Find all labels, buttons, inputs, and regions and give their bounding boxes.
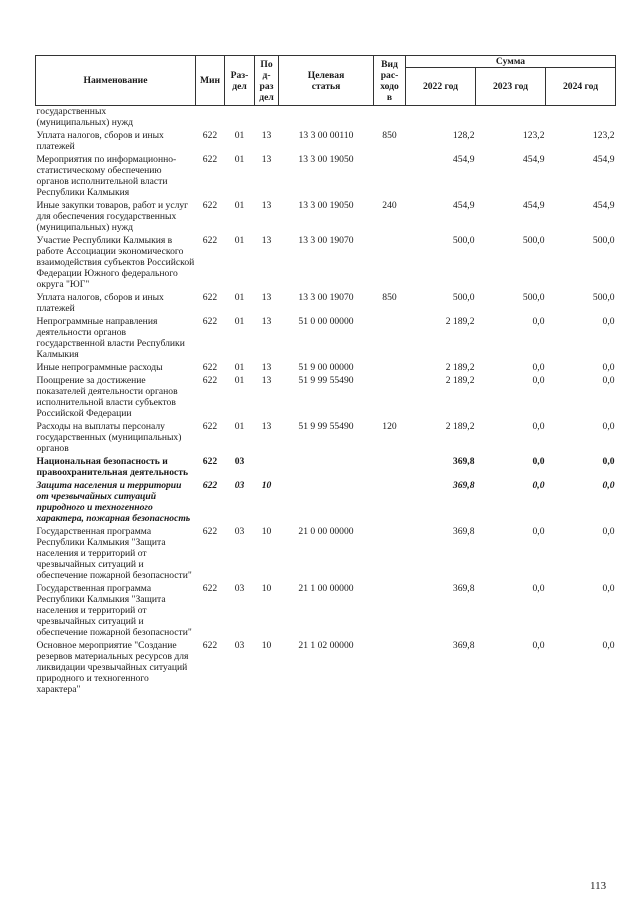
row-value-2023: 0,0	[532, 316, 545, 327]
row-min: 622	[202, 421, 218, 432]
table-row	[36, 478, 616, 524]
table-row	[36, 360, 616, 373]
table-row	[36, 524, 616, 581]
row-min: 622	[202, 200, 218, 211]
row-razdel: 01	[234, 292, 245, 303]
row-value-2023: 454,9	[522, 154, 545, 165]
row-name: Мероприятия по информационно-статистическому обеспечению органов исполнительной власти Республики Калмыкия	[36, 154, 177, 198]
row-target: 51 9 00 00000	[298, 362, 354, 373]
row-value-2022: 369,8	[452, 526, 475, 537]
header-2024: 2024 год	[546, 68, 616, 106]
table-row	[36, 128, 616, 152]
row-target: 13 3 00 19050	[298, 154, 354, 165]
row-value-2024: 0,0	[602, 316, 615, 327]
row-razdel: 01	[234, 316, 245, 327]
row-value-2023: 500,0	[522, 235, 545, 246]
row-value-2022: 500,0	[452, 292, 475, 303]
row-podrazdel: 13	[261, 316, 272, 327]
row-razdel: 01	[234, 421, 245, 432]
row-min: 622	[202, 154, 218, 165]
row-target: 51 9 99 55490	[298, 375, 354, 386]
row-value-2023: 454,9	[522, 200, 545, 211]
row-target: 13 3 00 19070	[298, 235, 354, 246]
row-podrazdel: 13	[261, 421, 272, 432]
row-vid: 120	[382, 421, 397, 432]
row-razdel: 01	[234, 235, 245, 246]
row-podrazdel	[255, 454, 279, 478]
row-value-2022: 454,9	[452, 200, 475, 211]
row-value-2022: 128,2	[452, 130, 475, 141]
table-row	[36, 581, 616, 638]
row-value-2023: 123,2	[522, 130, 545, 141]
row-value-2023	[476, 106, 546, 129]
row-razdel: 01	[234, 362, 245, 373]
header-summa: Сумма	[406, 56, 616, 68]
row-name: Защита населения и территории от чрезвычайных ситуаций природного и техногенного характера, пожарная безопасность	[36, 480, 191, 524]
row-value-2022: 2 189,2	[445, 362, 475, 373]
row-vid: 240	[382, 200, 397, 211]
row-value-2023: 0,0	[532, 421, 545, 432]
row-min: 622	[202, 316, 218, 327]
row-value-2022: 454,9	[452, 154, 475, 165]
row-value-2022: 2 189,2	[445, 421, 475, 432]
row-vid	[374, 106, 406, 129]
row-podrazdel: 10	[261, 583, 272, 594]
row-value-2023: 0,0	[532, 583, 545, 594]
row-value-2023: 0,0	[532, 640, 545, 651]
row-razdel: 01	[234, 154, 245, 165]
row-value-2022: 2 189,2	[445, 375, 475, 386]
row-min: 622	[202, 640, 218, 651]
row-name: Уплата налогов, сборов и иных платежей	[36, 130, 164, 152]
row-target: 21 1 02 00000	[298, 640, 354, 651]
row-name: Государственная программа Республики Калмыкия "Защита населения и территорий от чрезвычайных ситуаций и обеспечение пожарной безопасности"	[36, 583, 192, 638]
row-value-2023: 0,0	[532, 456, 545, 467]
row-vid	[374, 581, 406, 638]
table-row	[36, 454, 616, 478]
row-target: 13 3 00 19070	[298, 292, 354, 303]
row-value-2023: 0,0	[532, 375, 545, 386]
row-value-2022: 2 189,2	[445, 316, 475, 327]
row-razdel: 01	[234, 130, 245, 141]
budget-table	[35, 55, 616, 695]
row-target: 13 3 00 19050	[298, 200, 354, 211]
row-vid	[374, 524, 406, 581]
row-min: 622	[202, 362, 218, 373]
row-value-2024: 0,0	[602, 583, 615, 594]
row-value-2024: 0,0	[602, 640, 615, 651]
row-value-2022: 369,8	[452, 583, 475, 594]
row-value-2022: 369,8	[452, 480, 475, 491]
row-min: 622	[202, 526, 218, 537]
row-min	[196, 106, 225, 129]
row-vid	[374, 233, 406, 290]
row-name: Иные закупки товаров, работ и услуг для обеспечения государственных (муниципальных) нужд	[36, 200, 189, 233]
row-target: 21 0 00 00000	[298, 526, 354, 537]
row-value-2024: 500,0	[592, 235, 615, 246]
row-value-2024: 0,0	[602, 362, 615, 373]
row-value-2023: 0,0	[532, 362, 545, 373]
row-vid	[374, 314, 406, 360]
page-number: 113	[590, 880, 607, 892]
row-min: 622	[202, 456, 218, 467]
row-name: Государственная программа Республики Калмыкия "Защита населения и территорий от чрезвычайных ситуаций и обеспечение пожарной безопасности"	[36, 526, 192, 581]
table-row	[36, 152, 616, 198]
header-razdel: Раз- дел	[225, 56, 255, 106]
row-podrazdel: 10	[261, 526, 272, 537]
row-podrazdel: 13	[261, 200, 272, 211]
row-razdel: 03	[234, 456, 245, 467]
row-vid	[374, 360, 406, 373]
row-value-2024: 0,0	[602, 526, 615, 537]
table-row	[36, 419, 616, 454]
row-name: Непрограммные направления деятельности органов государственной власти Республики Калмыкия	[36, 316, 185, 360]
row-value-2024: 0,0	[602, 375, 615, 386]
row-vid	[374, 152, 406, 198]
table-body	[36, 106, 616, 696]
row-podrazdel: 10	[261, 480, 272, 491]
row-target	[279, 478, 374, 524]
table-row	[36, 106, 616, 129]
row-podrazdel: 13	[261, 375, 272, 386]
row-value-2023: 0,0	[532, 480, 545, 491]
row-razdel: 03	[234, 480, 245, 491]
row-value-2023: 500,0	[522, 292, 545, 303]
row-target: 21 1 00 00000	[298, 583, 354, 594]
row-podrazdel: 13	[261, 362, 272, 373]
row-podrazdel: 13	[261, 292, 272, 303]
row-name: Уплата налогов, сборов и иных платежей	[36, 292, 164, 314]
row-target	[279, 106, 374, 129]
row-min: 622	[202, 130, 218, 141]
row-name: Национальная безопасность и правоохранительная деятельность	[36, 456, 189, 478]
row-podrazdel: 13	[261, 154, 272, 165]
row-vid: 850	[382, 130, 397, 141]
header-target: Целевая статья	[279, 56, 374, 106]
row-value-2024: 123,2	[592, 130, 615, 141]
header-2022: 2022 год	[406, 68, 476, 106]
row-vid	[374, 373, 406, 419]
table-row	[36, 290, 616, 314]
row-name: Участие Республики Калмыкия в работе Ассоциации экономического взаимодействия субъектов Российской Федерации Южного федерального округа "ЮГ"	[36, 235, 195, 290]
table-row	[36, 314, 616, 360]
header-name: Наименование	[36, 56, 196, 106]
header-vid: Вид рас- ходо в	[374, 56, 406, 106]
row-name: Иные непрограммные расходы	[36, 362, 163, 373]
row-name: Расходы на выплаты персоналу государственных (муниципальных) органов	[36, 421, 182, 454]
header-2023: 2023 год	[476, 68, 546, 106]
header-min: Мин	[196, 56, 225, 106]
row-value-2022: 500,0	[452, 235, 475, 246]
row-razdel: 03	[234, 583, 245, 594]
row-value-2024	[546, 106, 616, 129]
row-min: 622	[202, 583, 218, 594]
row-vid: 850	[382, 292, 397, 303]
row-razdel: 01	[234, 200, 245, 211]
row-razdel	[225, 106, 255, 129]
table-row	[36, 198, 616, 233]
row-value-2024: 454,9	[592, 200, 615, 211]
row-value-2024: 500,0	[592, 292, 615, 303]
row-value-2024: 0,0	[602, 456, 615, 467]
table-row	[36, 233, 616, 290]
row-value-2024: 0,0	[602, 480, 615, 491]
row-razdel: 03	[234, 640, 245, 651]
row-podrazdel	[255, 106, 279, 129]
row-target: 13 3 00 00110	[298, 130, 354, 141]
row-value-2024: 454,9	[592, 154, 615, 165]
row-vid	[374, 478, 406, 524]
row-podrazdel: 13	[261, 235, 272, 246]
table-row	[36, 638, 616, 695]
row-podrazdel: 13	[261, 130, 272, 141]
row-min: 622	[202, 375, 218, 386]
row-vid	[374, 638, 406, 695]
row-name: Основное мероприятие "Создание резервов материальных ресурсов для ликвидации чрезвычайных ситуаций природного и техногенного характера"	[36, 640, 189, 695]
table-header	[36, 56, 616, 106]
row-target: 51 9 99 55490	[298, 421, 354, 432]
row-value-2022: 369,8	[452, 640, 475, 651]
header-podrazdel: По д- раз дел	[255, 56, 279, 106]
row-razdel: 01	[234, 375, 245, 386]
row-razdel: 03	[234, 526, 245, 537]
row-min: 622	[202, 480, 218, 491]
row-vid	[374, 454, 406, 478]
row-min: 622	[202, 292, 218, 303]
row-target: 51 0 00 00000	[298, 316, 354, 327]
row-name: Поощрение за достижение показателей деятельности органов исполнительной власти субъектов Российской Федерации	[36, 375, 178, 419]
row-name: государственных (муниципальных) нужд	[36, 106, 134, 128]
row-value-2022: 369,8	[452, 456, 475, 467]
row-min: 622	[202, 235, 218, 246]
row-value-2022	[406, 106, 476, 129]
row-podrazdel: 10	[261, 640, 272, 651]
row-target	[279, 454, 374, 478]
row-value-2023: 0,0	[532, 526, 545, 537]
row-value-2024: 0,0	[602, 421, 615, 432]
table-row	[36, 373, 616, 419]
